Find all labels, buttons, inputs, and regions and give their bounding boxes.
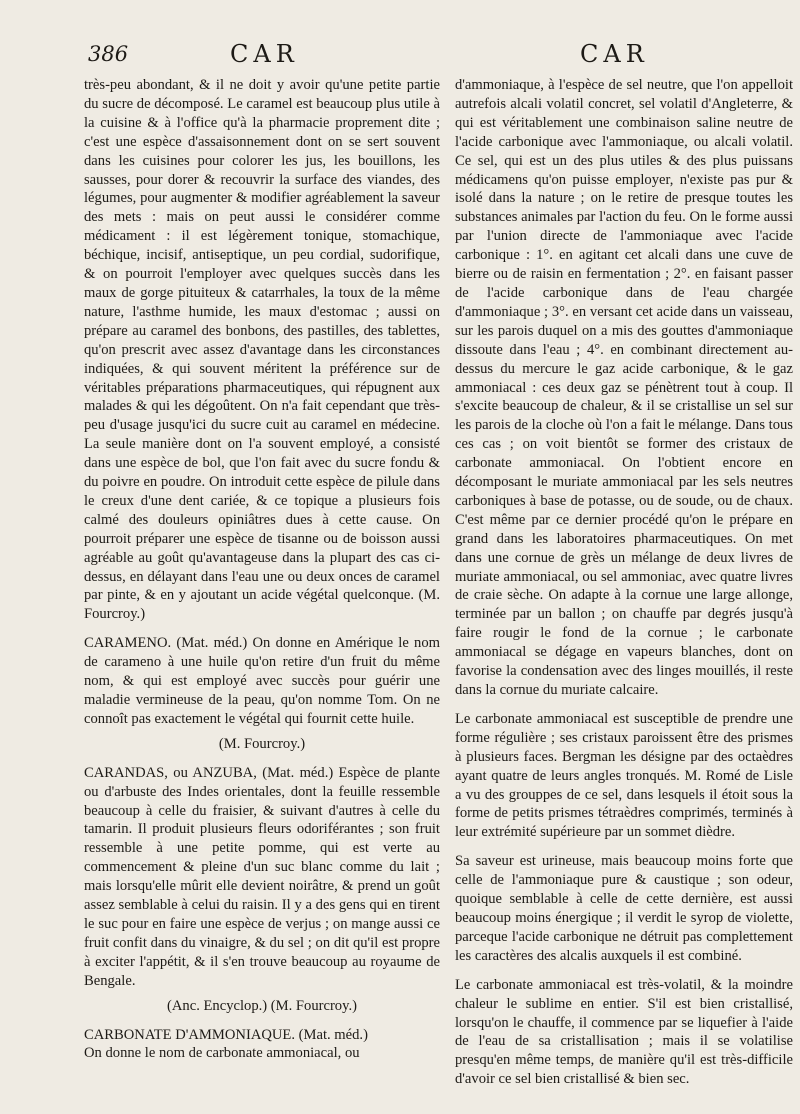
carameno-signature: (M. Fourcroy.) bbox=[218, 735, 306, 752]
carameno-entry: CARAMENO. (Mat. méd.) On donne en Amérique le nom de carameno à une huile qu'on retire d'un fruit du même nom, & qui est employé avec succès pour guérir une maladie vermineuse de la peau, qu'on nomme Tom. On ne connoît pas exactement le végétal qui fournit cette huile. bbox=[84, 635, 440, 727]
carbonate-volatility-paragraph: Le carbonate ammoniacal est très-volatil, & la moindre chaleur le sublime en entier. S'il est bien cristallisé, lorsqu'on le chauffe, il commence par se liquefier à l'aide de l'eau de sa cristallisation ; mais il se volatilise presqu'en même temps, de manière qu'il est très-difficile d'avoir ce sel bien cristallisé & bien sec. bbox=[455, 976, 793, 1088]
carandas-entry: CARANDAS, ou ANZUBA, (Mat. méd.) Espèce de plante ou d'arbuste des Indes orientales, dont la feuille ressemble beaucoup à celle du fraisier, & suivant d'autres à celle du tamarin. Il produit plusieurs fleurs odoriférantes ; son fruit ressemble à une petite pomme, qui est verte au commencement & pleine d'un suc blanc comme du lait ; mais lorsqu'elle mûrit elle devient noirâtre, & prend un goût assez semblable à celui du raisin. Il y a des gens qui en tirent le suc pour en faire une espèce de verjus ; on mange aussi ce fruit confit dans du vinaigre, & du sel ; on dit qu'il est propre à exciter l'appétit, & il s'en trouve beaucoup au royaume de Bengale. bbox=[84, 764, 440, 989]
running-head-right: CAR bbox=[580, 40, 649, 68]
carbonate-entry-start: On donne le nom de carbonate ammoniacal, ou bbox=[84, 1045, 360, 1062]
page-number: 386 bbox=[88, 42, 129, 66]
running-head-left: CAR bbox=[230, 40, 299, 68]
right-column bbox=[455, 76, 793, 1089]
left-column bbox=[84, 76, 440, 1063]
carbonate-headword: CARBONATE D'AMMONIAQUE. (Mat. méd.) bbox=[84, 1026, 368, 1043]
carbonate-entry-continuation: d'ammoniaque, à l'espèce de sel neutre, que l'on appelloit autrefois alcali volatil concret, sel volatil d'Angleterre, & qui est véritablement une combinaison saline neutre de l'acide carbonique avec l'ammoniaque, ou alcali volatil. Ce sel, qui est un des plus utiles & des plus puissans médicamens qu'on puisse employer, n'existe pas pur & isolé dans la nature ; on le retire de presque toutes les substances animales par l'action du feu. On le forme aussi par l'union directe de l'ammoniaque avec l'acide carbonique : 1°. en agitant cet alcali dans une cuve de bierre ou de raisin en fermentation ; 2°. en faisant passer de l'acide carbonique dans de l'eau chargée d'ammoniaque ; 3°. en versant cet acide dans un vaisseau, sur les parois duquel on a mis des gouttes d'ammoniaque dissoute dans l'eau ; 4°. en combinant directement au-dessus du mercure le gaz acide carbonique, & le gaz ammoniacal : ces deux gaz se pénètrent tout à coup. Il s'excite beaucoup de chaleur, & il se cristallise un sel sur les parois de la cloche où l'on a fait le mélange. Dans tous ces cas ; on voit bientôt se former des cristaux de carbonate ammoniacal. On l'obtient encore en décomposant le muriate ammoniacal par les sels neutres carboniques à base de potasse, ou de soude, ou de chaux. C'est même par ce dernier procédé qu'on le prépare en grand dans les laboratoires pharmaceutiques. On met dans une cornue de grès un mélange de deux livres de muriate ammoniacal, ou sel ammoniac, avec quatre livres de craie sèche. On adapte à la cornue une large allonge, terminée par un ballon ; on chauffe par degrés jusqu'à faire rougir le fond de la cornue ; le carbonate ammoniacal se dégage en vapeurs blanches, dont on favorise la condensation avec des linges mouillés, il reste dans la cornue du muriate calcaire. bbox=[455, 77, 793, 698]
caramel-entry-continuation: très-peu abondant, & il ne doit y avoir qu'une petite partie du sucre de décomposé. Le caramel est beaucoup plus utile à la cuisine & à l'office qu'à la pharmacie proprement dite ; c'est une espèce d'assaisonnement dont on se sert souvent dans les cuisines pour colorer les jus, les bouillons, les sausses, pour dorer & recouvrir la surface des viandes, des légumes, pour augmenter & modifier agréablement la saveur des mets : mais on peut aussi le considérer comme médicament : il est légèrement tonique, stomachique, béchique, incisif, antiseptique, un peu cordial, sudorifique, & on pourroit l'employer avec quelques succès dans les maux de gorge pituiteux & catarrhales, la toux de la même nature, l'asthme humide, les maux d'estomac ; aussi on prépare au caramel des bonbons, des pastilles, des tablettes, qu'on prescrit avec assez d'avantage dans les circonstances indiquées, & qui souvent méritent la préférence sur de véritables préparations pharmaceutiques, qui répugnent aux malades & qui les dégoûtent. On n'a fait cependant que très-peu d'usage jusqu'ici du sucre cuit au caramel en médecine. La seule manière dont on l'a souvent employé, a consisté dans une espèce de bol, que l'on fait avec du sucre fondu & du poivre en poudre. On introduit cette espèce de pilule dans le creux d'une dent cariée, & ce topique a plusieurs fois calmé des douleurs opiniâtres dues à cette cause. On pourroit préparer une espèce de tisanne ou de boisson aussi agréable au goût qu'avantageuse dans la plupart des cas ci-dessus, en délayant dans l'eau une ou deux onces de caramel par pinte, & en y ajoutant un acide végétal quelconque. (M. Fourcroy.) bbox=[84, 77, 440, 623]
carbonate-taste-paragraph: Sa saveur est urineuse, mais beaucoup moins forte que celle de l'ammoniaque pure & caustique ; son odeur, quoique semblable à celle de cette dernière, est aussi beaucoup moins énergique ; il verdit le syrop de violette, parceque l'acide carbonique ne détruit pas complettement les caractères des alcalis auxquels il est combiné. bbox=[455, 853, 793, 964]
carbonate-crystals-paragraph: Le carbonate ammoniacal est susceptible de prendre une forme régulière ; ses cristaux paroissent être des prismes à plusieurs faces. Bergman les désigne par des octaèdres ayant quatre de leurs angles tronqués. M. Romé de Lisle a vu des grouppes de ce sel, dans lesquels il étoit sous la forme de petits prismes tétraèdres comprimés, terminés à leur extrémité supérieure par un sommet dièdre. bbox=[455, 710, 793, 841]
page-header bbox=[0, 40, 800, 72]
carandas-signature: (Anc. Encyclop.) (M. Fourcroy.) bbox=[167, 997, 357, 1014]
